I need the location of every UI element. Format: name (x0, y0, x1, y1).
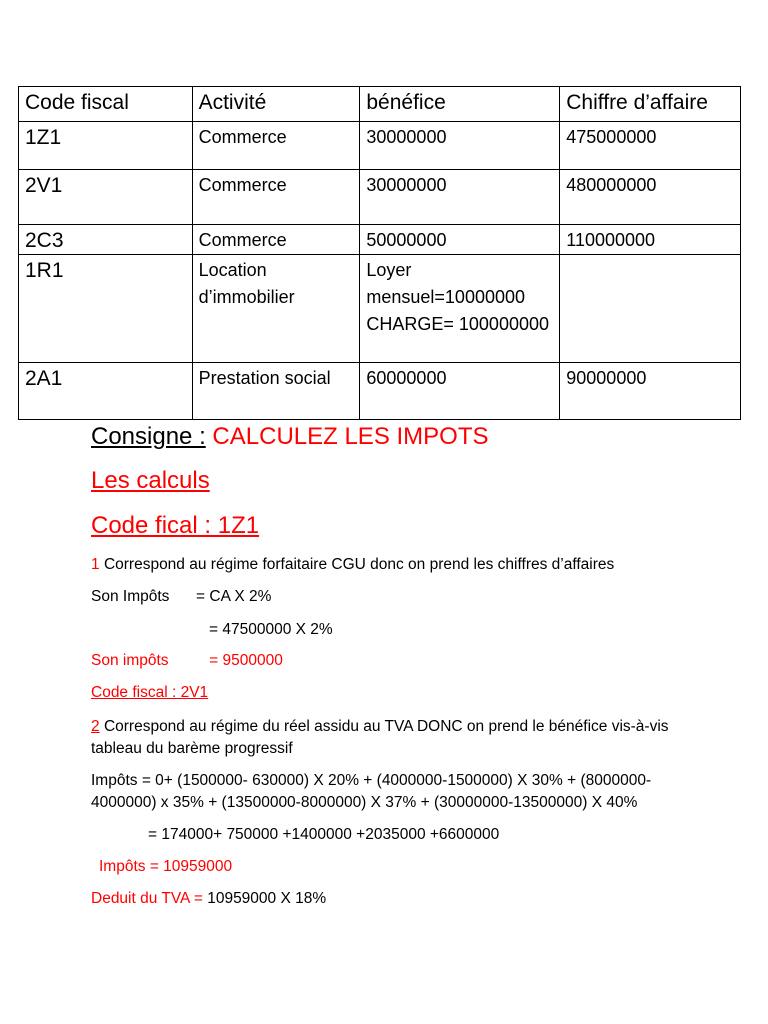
cell-code: 2A1 (19, 363, 193, 420)
section2-tva-value: 10959000 X 18% (207, 890, 327, 907)
section2-tva-line (91, 890, 326, 908)
table-row (19, 255, 741, 363)
section2-formula: Impôts = 0+ (1500000- 630000) X 20% + (4000000-1500000) X 30% + (8000000-4000000) x 35% + (13500000-8000000) X 37% + (30000000-13500000) X 40% (91, 772, 652, 811)
section2-sum: = 174000+ 750000 +1400000 +2035000 +6600000 (148, 826, 500, 843)
header-benefice: bénéfice (360, 87, 560, 122)
section2-intro: Correspond au régime du réel assidu au TVA DONC on prend le bénéfice vis-à-vis tableau du barème progressif (91, 718, 669, 757)
cell-code: 2C3 (19, 225, 193, 255)
cell-ca: 480000000 (560, 170, 741, 225)
cell-code: 2V1 (19, 170, 193, 225)
section1-result-label: Son impôts (91, 652, 169, 669)
cell-activite: Commerce (192, 122, 360, 170)
section1-intro: Correspond au régime forfaitaire CGU donc on prend les chiffres d’affaires (103, 556, 615, 573)
section2-result: Impôts = 10959000 (99, 858, 233, 875)
cell-ca: 90000000 (560, 363, 741, 420)
cell-code: 1Z1 (19, 122, 193, 170)
consigne-line (91, 423, 489, 451)
cell-benefice: 60000000 (360, 363, 560, 420)
section1-line1 (91, 588, 271, 606)
table-row (19, 122, 741, 170)
table-header-row (19, 87, 741, 122)
section1-line1-label: Son Impôts (91, 588, 170, 605)
fiscal-table (18, 86, 741, 420)
table-row (19, 225, 741, 255)
consigne-label: Consigne : (91, 423, 206, 450)
table-row (19, 363, 741, 420)
cell-ca: 475000000 (560, 122, 741, 170)
section1-line1-value: = CA X 2% (196, 588, 272, 605)
table-row (19, 170, 741, 225)
cell-benefice: 30000000 (360, 122, 560, 170)
section2-title: Code fiscal : 2V1 (91, 684, 209, 701)
cell-activite: Location d’immobilier (192, 255, 360, 363)
cell-activite: Prestation social (192, 363, 360, 420)
section2-number: 2 (91, 718, 100, 735)
consigne-text: CALCULEZ LES IMPOTS (212, 423, 489, 450)
header-code-fiscal: Code fiscal (19, 87, 193, 122)
cell-benefice: 30000000 (360, 170, 560, 225)
section1-intro-line (91, 556, 614, 574)
section2-tva-label: Deduit du TVA = (91, 890, 203, 907)
section1-number: 1 (91, 556, 100, 573)
cell-ca (560, 255, 741, 363)
cell-activite: Commerce (192, 170, 360, 225)
cell-ca: 110000000 (560, 225, 741, 255)
section1-result (91, 652, 283, 670)
cell-benefice: 50000000 (360, 225, 560, 255)
cell-benefice: Loyer mensuel=10000000 CHARGE= 100000000 (360, 255, 560, 363)
section2-intro-paragraph (91, 716, 691, 760)
header-chiffre-affaire: Chiffre d’affaire (560, 87, 741, 122)
section1-result-value: = 9500000 (209, 652, 283, 669)
section1-title: Code fical : 1Z1 (91, 512, 260, 539)
cell-activite: Commerce (192, 225, 360, 255)
header-activite: Activité (192, 87, 360, 122)
section1-line2: = 47500000 X 2% (209, 621, 333, 638)
calculs-title: Les calculs (91, 467, 210, 494)
cell-code: 1R1 (19, 255, 193, 363)
